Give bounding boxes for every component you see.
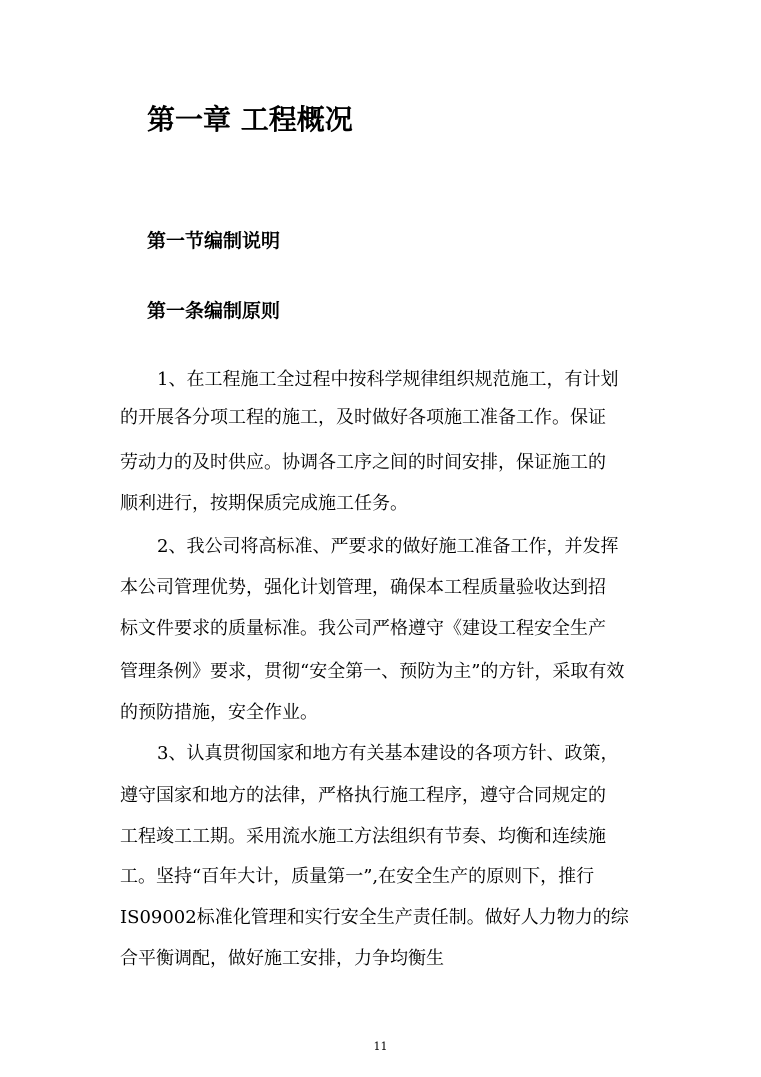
body-line: 顺利进行，按期保质完成施工任务。 [120, 493, 408, 514]
article-title: 第一条编制原则 [147, 300, 281, 322]
body-line: 3、认真贯彻国家和地方有关基本建设的各项方针、政策， [157, 743, 619, 764]
body-line: 合平衡调配，做好施工安排，力争均衡生 [120, 948, 444, 969]
body-line: IS09002标准化管理和实行安全生产责任制。做好人力物力的综 [120, 907, 629, 928]
body-line: 的开展各分项工程的施工，及时做好各项施工准备工作。保证 [120, 407, 606, 428]
body-line: 劳动力的及时供应。协调各工序之间的时间安排，保证施工的 [120, 452, 606, 473]
body-line: 工。坚持“百年大计，质量第一”,在安全生产的原则下，推行 [120, 866, 595, 887]
chapter-title: 第一章 工程概况 [147, 103, 353, 136]
page-number: 11 [373, 1040, 388, 1053]
body-line: 工程竣工工期。采用流水施工方法组织有节奏、均衡和连续施 [120, 826, 606, 847]
body-line: 管理条例》要求，贯彻“安全第一、预防为主”的方针，采取有效 [120, 661, 625, 682]
body-line: 本公司管理优势，强化计划管理，确保本工程质量验收达到招 [120, 577, 606, 598]
body-line: 的预防措施，安全作业。 [120, 702, 318, 723]
body-line: 标文件要求的质量标准。我公司严格遵守《建设工程安全生产 [120, 618, 606, 639]
body-line: 2、我公司将高标准、严要求的做好施工准备工作，并发挥 [157, 536, 619, 557]
body-line: 遵守国家和地方的法律，严格执行施工程序，遵守合同规定的 [120, 785, 606, 806]
section-title: 第一节编制说明 [147, 230, 281, 252]
body-line: 1、在工程施工全过程中按科学规律组织规范施工，有计划 [157, 369, 619, 390]
